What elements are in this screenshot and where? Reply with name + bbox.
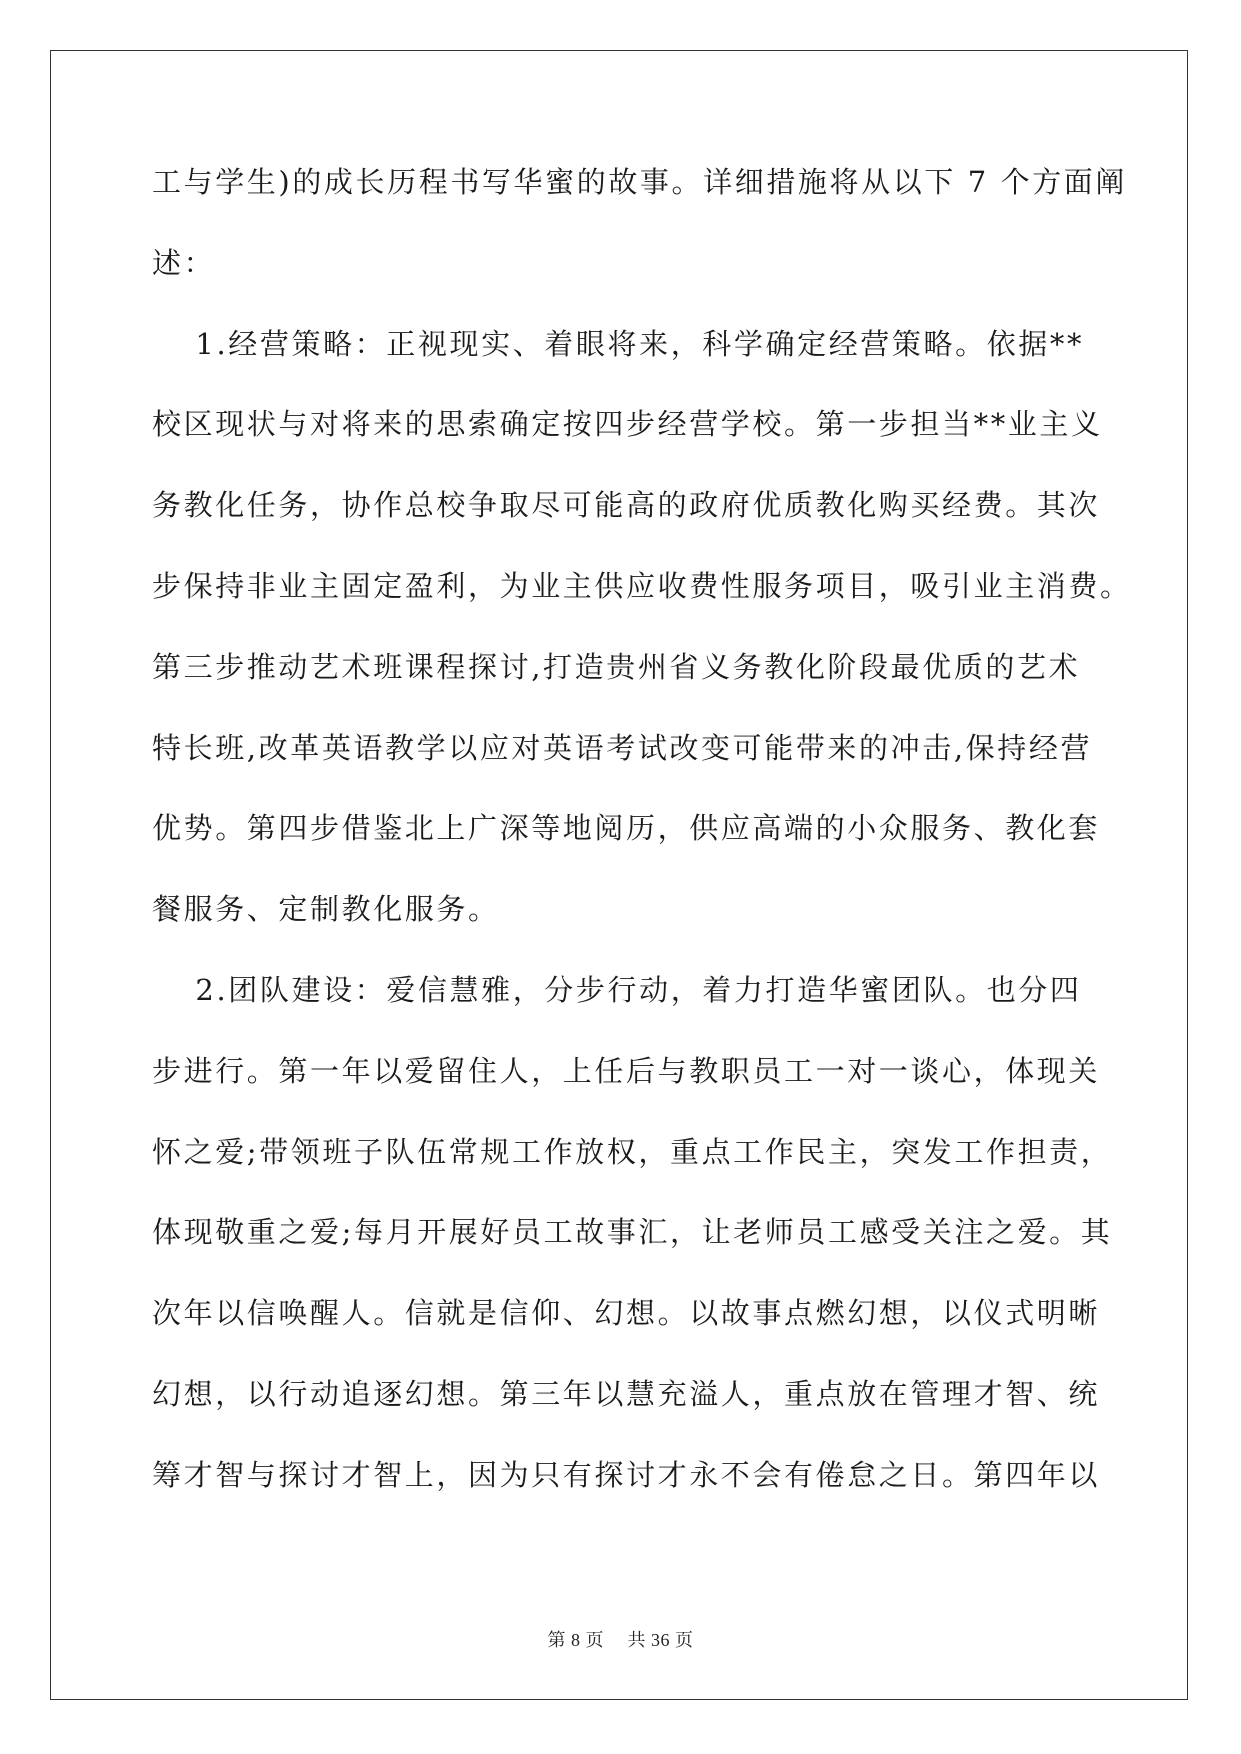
text-line: 特长班,改革英语教学以应对英语考试改变可能带来的冲击,保持经营 bbox=[152, 730, 1093, 765]
text-line: 幻想，以行动追逐幻想。第三年以慧充溢人，重点放在管理才智、统 bbox=[152, 1376, 1101, 1411]
text-line: 次年以信唤醒人。信就是信仰、幻想。以故事点燃幻想，以仪式明晰 bbox=[152, 1296, 1101, 1331]
text-line: 述： bbox=[152, 245, 216, 280]
text-line: 步保持非业主固定盈利，为业主供应收费性服务项目，吸引业主消费。 bbox=[152, 568, 1132, 603]
text-line: 优势。第四步借鉴北上广深等地阅历，供应高端的小众服务、教化套 bbox=[152, 811, 1101, 846]
document-body bbox=[152, 158, 1132, 1532]
text-line: 第三步推动艺术班课程探讨,打造贵州省义务教化阶段最优质的艺术 bbox=[152, 649, 1081, 684]
text-line: 2.团队建设：爱信慧雅，分步行动，着力打造华蜜团队。也分四 bbox=[152, 972, 1082, 1007]
page-footer bbox=[0, 1626, 1241, 1652]
text-line: 务教化任务，协作总校争取尽可能高的政府优质教化购买经费。其次 bbox=[152, 488, 1101, 523]
text-line: 校区现状与对将来的思索确定按四步经营学校。第一步担当**业主义 bbox=[152, 407, 1103, 442]
text-line: 步进行。第一年以爱留住人，上任后与教职员工一对一谈心，体现关 bbox=[152, 1053, 1101, 1088]
text-line: 1.经营策略：正视现实、着眼将来，科学确定经营策略。依据** bbox=[152, 326, 1085, 361]
page-number-label: 第 8 页 共 36 页 bbox=[547, 1630, 694, 1650]
text-line: 餐服务、定制教化服务。 bbox=[152, 892, 500, 927]
text-line: 筹才智与探讨才智上，因为只有探讨才永不会有倦怠之日。第四年以 bbox=[152, 1457, 1101, 1492]
text-line: 体现敬重之爱;每月开展好员工故事汇，让老师员工感受关注之爱。其 bbox=[152, 1215, 1113, 1250]
text-line: 怀之爱;带领班子队伍常规工作放权，重点工作民主，突发工作担责， bbox=[152, 1134, 1113, 1169]
text-line: 工与学生)的成长历程书写华蜜的故事。详细措施将从以下 7 个方面阐 bbox=[152, 165, 1128, 199]
